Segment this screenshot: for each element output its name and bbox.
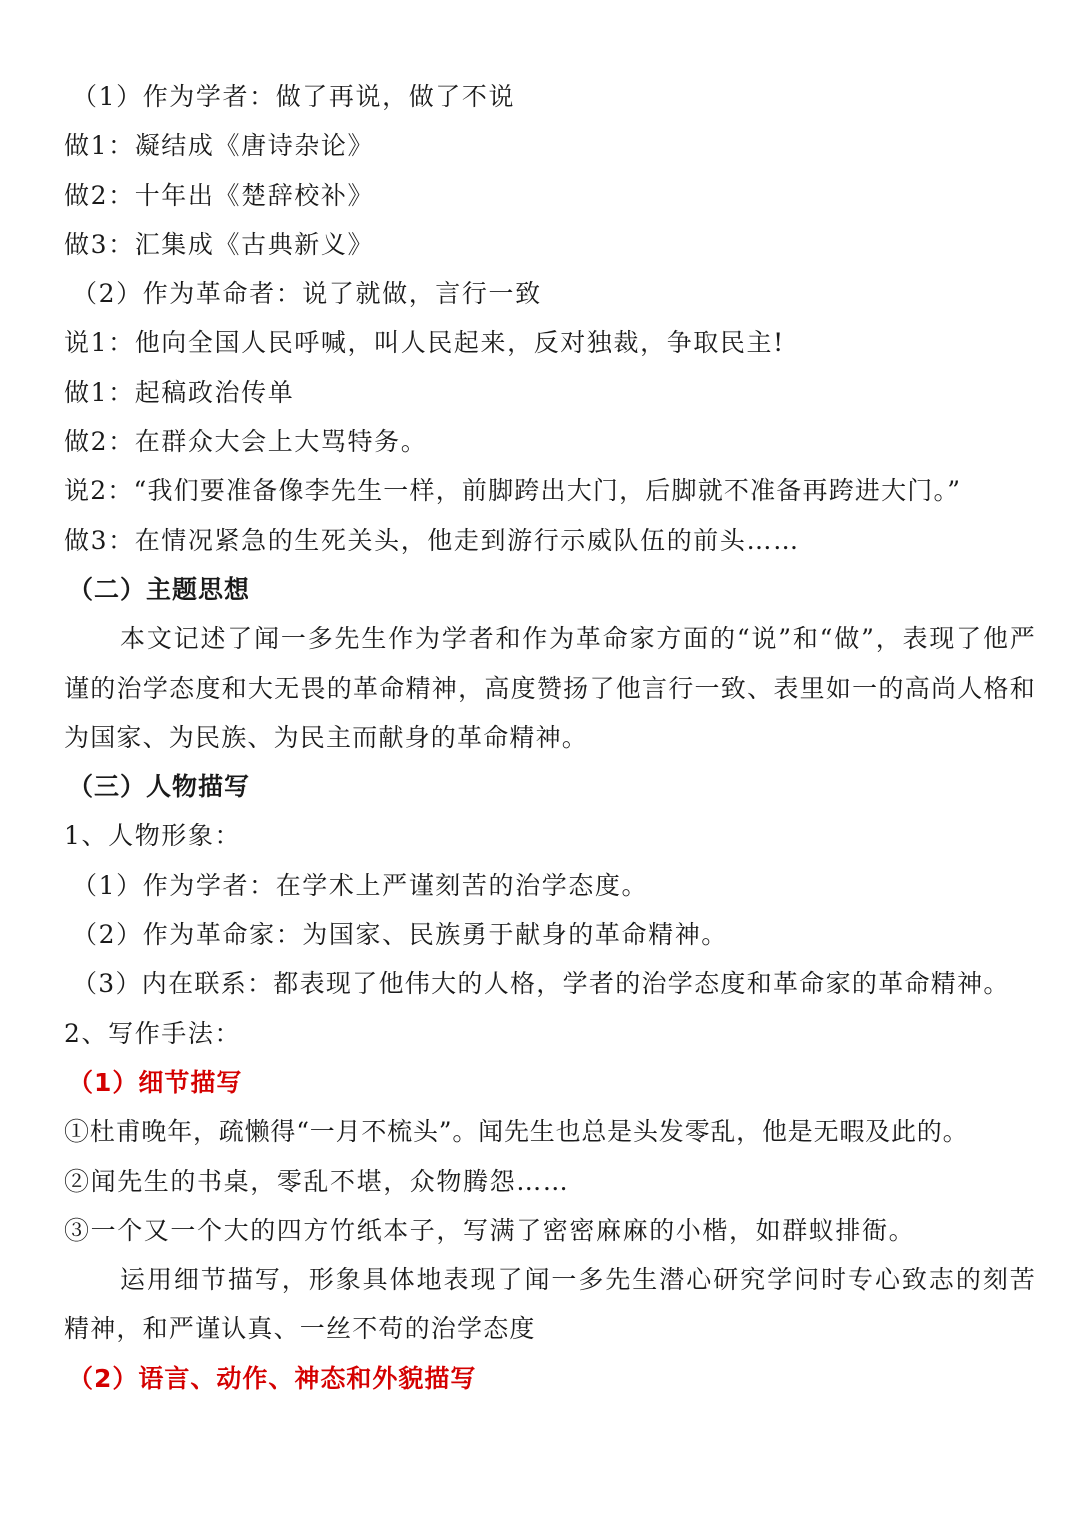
say-item-1: 说1：他向全国人民呼喊，叫人民起来，反对独裁，争取民主! <box>64 328 785 358</box>
theme-heading: （二）主题思想 <box>68 574 251 604</box>
revolutionary-point: （2）作为革命者：说了就做，言行一致 <box>72 279 542 309</box>
detail-example-3: ③一个又一个大的四方竹纸本子，写满了密密麻麻的小楷，如群蚁排衙。 <box>64 1215 916 1245</box>
detail-paragraph: 运用细节描写，形象具体地表现了闻一多先生潜心研究学问时专心致志的刻苦精神，和严谨认真、一丝不苟的治学态度 <box>64 1265 1036 1344</box>
character-heading: （三）人物描写 <box>68 772 251 802</box>
document-page <box>64 72 1036 1403</box>
rev-do-item-2: 做2：在群众大会上大骂特务。 <box>64 427 428 457</box>
say-item-2: 说2：“我们要准备像李先生一样，前脚跨出大门，后脚就不准备再跨进大门。” <box>64 476 962 506</box>
do-item-3: 做3：汇集成《古典新义》 <box>64 229 375 259</box>
do-item-2: 做2：十年出《楚辞校补》 <box>64 180 375 210</box>
scholar-point: （1）作为学者：做了再说，做了不说 <box>72 82 516 111</box>
writing-technique-label: 2、写作手法： <box>64 1018 242 1048</box>
detail-example-1: ①杜甫晚年，疏懒得“一月不梳头”。闻先生也总是头发零乱，他是无暇及此的。 <box>64 1117 969 1147</box>
detail-example-2: ②闻先生的书桌，零乱不堪，众物腾怨…… <box>64 1166 570 1196</box>
character-scholar: （1）作为学者：在学术上严谨刻苦的治学态度。 <box>72 870 649 900</box>
speech-heading: （2）语言、动作、神态和外貌描写 <box>68 1363 477 1393</box>
rev-do-item-3: 做3：在情况紧急的生死关头，他走到游行示威队伍的前头…… <box>64 525 800 555</box>
rev-do-item-1: 做1：起稿政治传单 <box>64 377 295 407</box>
detail-heading: （1）细节描写 <box>68 1067 243 1097</box>
do-item-1: 做1：凝结成《唐诗杂论》 <box>64 131 375 161</box>
character-image-label: 1、人物形象： <box>64 821 242 851</box>
theme-paragraph: 本文记述了闻一多先生作为学者和作为革命家方面的“说”和“做”，表现了他严谨的治学态度和大无畏的革命精神，高度赞扬了他言行一致、表里如一的高尚人格和为国家、为民族、为民主而献身的革命精神。 <box>64 624 1036 752</box>
character-connection: （3）内在联系：都表现了他伟大的人格，学者的治学态度和革命家的革命精神。 <box>72 969 1010 999</box>
character-revolutionary: （2）作为革命家：为国家、民族勇于献身的革命精神。 <box>72 920 728 950</box>
